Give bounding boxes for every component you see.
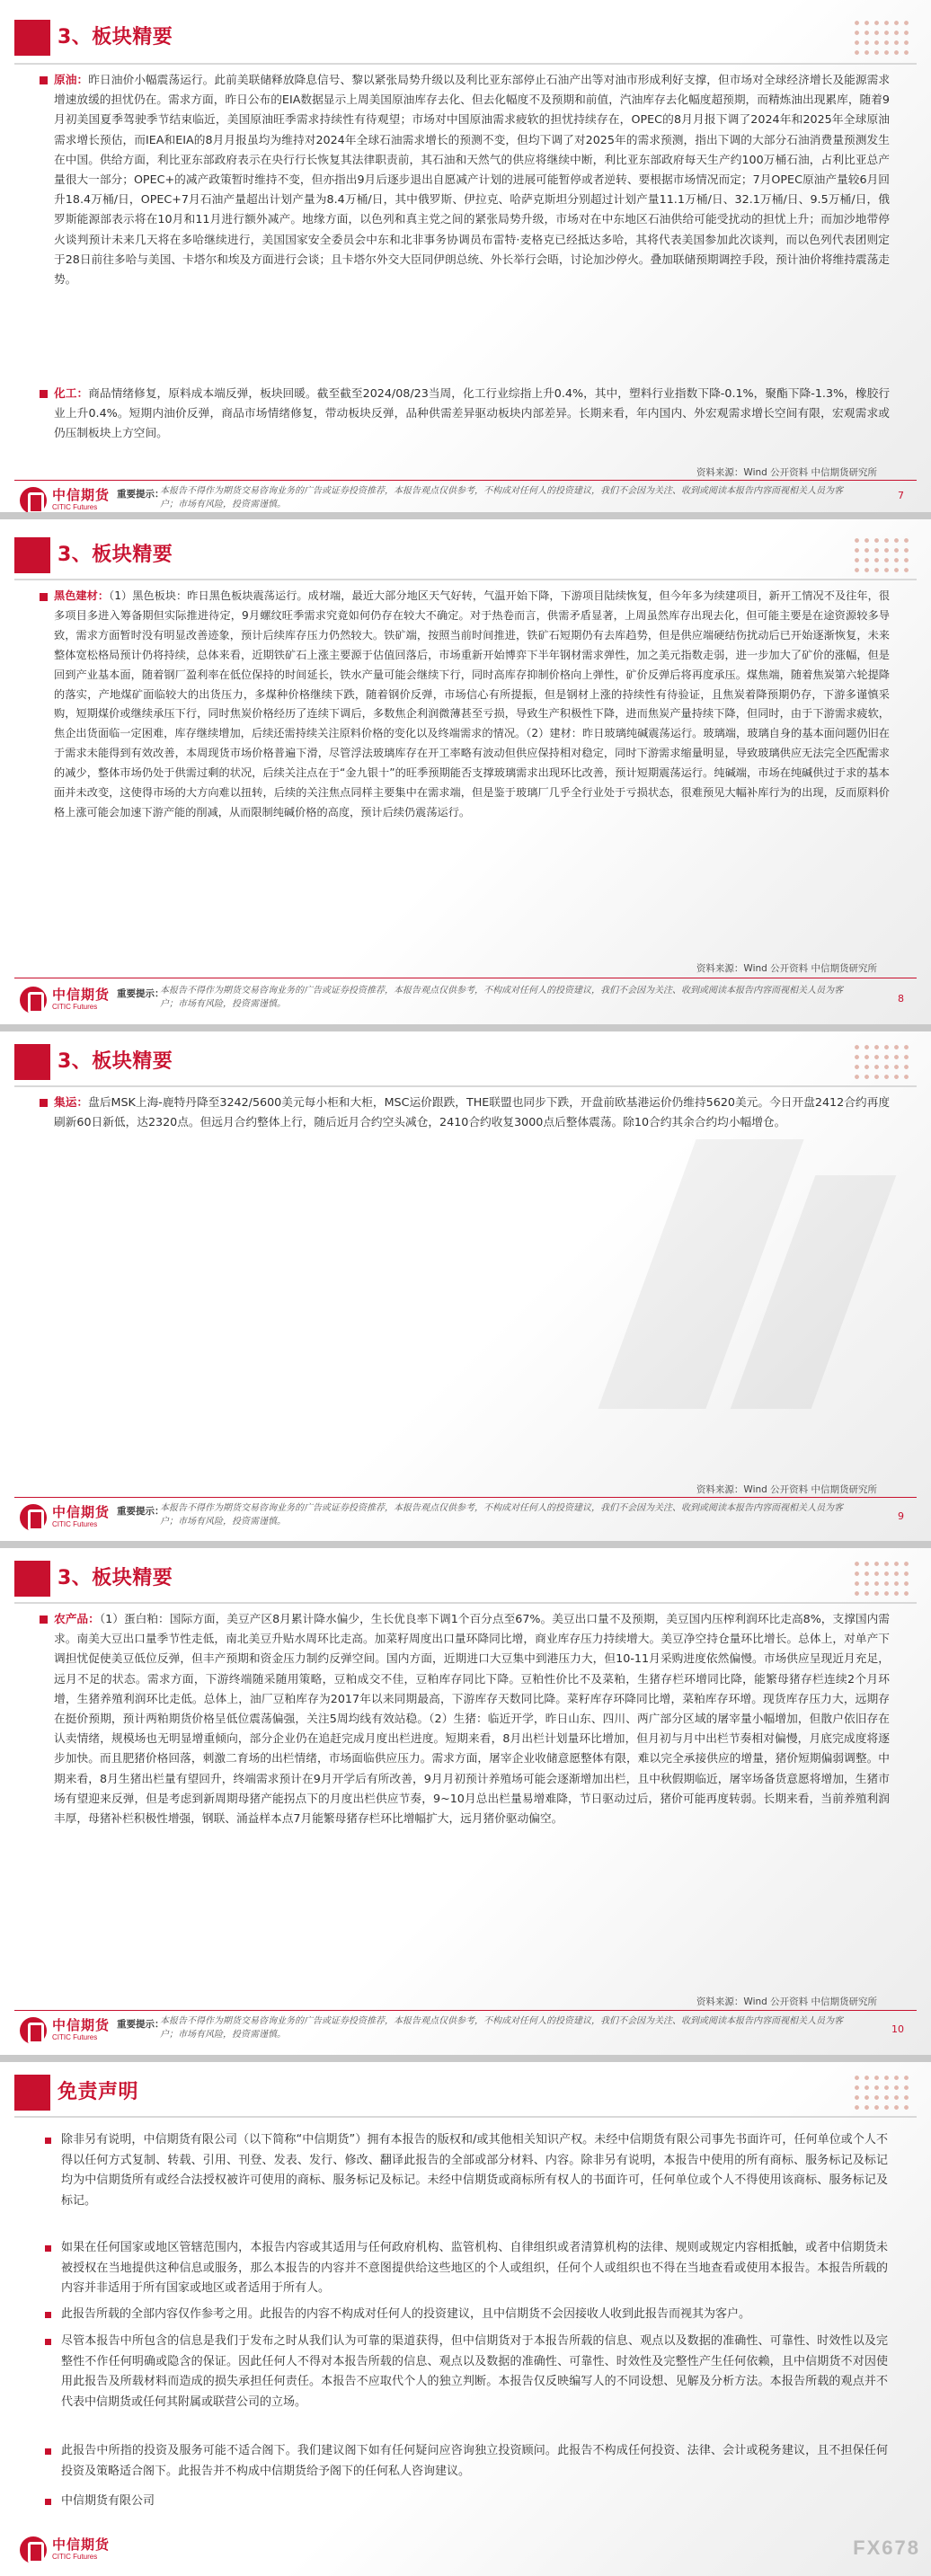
bullet-square-icon [40, 76, 48, 84]
disclaimer-item: 此报告所载的全部内容仅作参考之用。此报告的内容不构成对任何人的投资建议，且中信期货不会因接收人收到此报告而视其为客户。 [61, 2305, 888, 2325]
disclaimer-title: 免责声明 [58, 2081, 139, 2103]
report-page-9 [0, 1031, 931, 1541]
citic-futures-logo [20, 1502, 110, 1535]
citic-futures-logo [20, 2015, 110, 2048]
disclaimer-page [0, 2062, 931, 2576]
logo-en: CITIC Futures [52, 2553, 98, 2561]
bullet-square-icon [40, 1099, 48, 1107]
bullet-square-icon [45, 2448, 51, 2455]
title-accent-square [14, 20, 50, 56]
disclaimer-item: 除非另有说明，中信期货有限公司（以下简称“中信期货”）拥有本报告的版权和/或其他相关知识产权。未经中信期货有限公司事先书面许可，任何单位或个人不得以任何方式复制、转载、引用、刊登、发表、发行、修改、翻译此报告的全部或部分材料、内容。除非另有说明，本报告中使用的所有商标、服务标记及标记均为中信期货所有或经合法授权被许可使用的商标、服务标记及标记。未经中信期货或商标所有权人的书面许可，任何单位或个人不得使用该商标、服务标记及标记。 [61, 2130, 888, 2211]
page-number: 10 [891, 2023, 904, 2035]
disclaimer-item: 此报告中所指的投资及服务可能不适合阁下。我们建议阁下如有任何疑问应咨询独立投资顾问。此报告不构成任何投资、法律、会计或税务建议，且不担保任何投资及策略适合阁下。此报告并不构成中信期货给予阁下的任何私人咨询建议。 [61, 2441, 888, 2482]
logo-mark-icon [20, 2536, 47, 2563]
crude-oil-paragraph [54, 70, 890, 289]
source-note: 资料来源：Wind 公开资料 中信期货研究所 [696, 467, 877, 478]
bullet-square-icon [45, 2138, 51, 2144]
report-page-7 [0, 0, 931, 512]
title-divider [14, 1602, 917, 1604]
title-accent-square [14, 2075, 50, 2111]
citic-futures-logo [20, 485, 110, 512]
logo-cn: 中信期货 [52, 2017, 111, 2033]
title-accent-square [14, 1561, 50, 1597]
bullet-square-icon [45, 2339, 51, 2345]
dot-grid-decoration [852, 2073, 913, 2111]
disclaimer-item: 尽管本报告中所包含的信息是我们于发布之时从我们认为可靠的渠道获得，但中信期货对于本报告所载的信息、观点以及数据的准确性、可靠性、时效性以及完整性不作任何明确或隐含的保证。因此任何人不得对本报告所载的信息、观点以及数据的准确性、可靠性、时效性及完整性产生任何依赖，且中信期货不对因使用此报告及所载材料而造成的损失承担任何责任。本报告不应取代个人的独立判断。本报告仅反映编写人的不同设想、见解及分析方法。本报告所载的观点并不代表中信期货或任何其附属或联营公司的立场。 [61, 2332, 888, 2412]
paragraph-text: （1）黑色板块：昨日黑色板块震荡运行。成材端，最近大部分地区天气好转，气温开始下降，下游项目陆续恢复，但今年多为续建项目，新开工情况不及往年，很多项目多进入筹备期但实际推进待定，9月螺纹旺季需求究竟如何仍存在较大不确定。对于热卷而言，供需矛盾显著，上周虽然库存出现去化，但可能主要是在途资源较多导致，需求方面暂时没有明显改善迹象，预计后续库存压力仍然较大。铁矿端，按照当前时间推进，铁矿石短期仍有去库趋势，但是供应端硬结伤扰动后已开始逐渐恢复，未来整体宽松格局预计仍将持续，总体来看，近期铁矿石上涨主要源于估值回落后，市场重新开始博弈下半年钢材需求弹性，加之美元指数走弱，进一步加大了矿价的涨幅，但是回到产业基本面，随着钢厂盈利率在低位保持的时间延长，铁水产量可能会继续下行，同时高库存抑制价格向上弹性，矿价反弹后将再度承压。煤焦端，随着焦炭第六轮提降的落实，产地煤矿面临较大的出货压力，多煤种价格继续下跌，随着钢价反弹，市场信心有所提振，但是钢材上涨的持续性有待验证，且焦炭着降预期仍存，下游多谨慎采购，短期煤价或继续承压下行，同时焦炭价格经历了连续下调后，多数焦企利润微薄甚至亏损，导致生产积极性下降，进而焦炭产量持续下降，但同时，由于下游需求疲软，焦企出货面临一定困难，库存继续增加，后续还需持续关注原料价格的变化以及终端需求的情况。（2）建材：昨日玻璃纯碱震荡运行。玻璃端，玻璃自身的基本面问题仍旧在于需求未能得到有效改善，本周现货市场价格普遍下滑，尽管浮法玻璃库存在开工率略有波动但供应保持相对稳定，同时下游需求缩量明显，导致玻璃供应无法完全匹配需求的减少，整体市场仍处于供需过剩的状况，后续关注点在于“金九银十”的旺季预期能否支撑玻璃需求出现环比改善，预计短期震荡运行。纯碱端，市场在纯碱供过于求的基本面并未改变，这使得市场的大方向难以扭转，后续的关注焦点同样主要集中在需求端，但是鉴于玻璃厂几乎全行业处于亏损状态，很难预见大幅补库行为的出现，反而原料价格上涨可能会加速下游产能的削减，从而限制纯碱价格的高度，预计后续仍震荡运行。 [54, 589, 890, 819]
footer-divider [14, 2010, 917, 2011]
bullet-square-icon [40, 1616, 48, 1624]
logo-en: CITIC Futures [52, 503, 98, 511]
logo-mark-icon [20, 987, 47, 1014]
logo-en: CITIC Futures [52, 2033, 98, 2041]
dot-grid-decoration [852, 18, 913, 56]
notice-text: 本报告不得作为期货交易咨询业务的广告或证券投资推荐，本报告观点仅供参考，不构成对任何人的投资建议，我们不会因为关注、收到或阅读本报告内容而视相关人员为客户；市场有风险，投资需谨慎。 [160, 486, 843, 509]
notice-text: 本报告不得作为期货交易咨询业务的广告或证券投资推荐，本报告观点仅供参考，不构成对任何人的投资建议，我们不会因为关注、收到或阅读本报告内容而视相关人员为客户；市场有风险，投资需谨慎。 [160, 986, 843, 1009]
page-gap [0, 1541, 931, 1548]
report-page-8 [0, 519, 931, 1024]
container-shipping-paragraph [54, 1093, 890, 1132]
paragraph-lead: 化工： [54, 386, 89, 400]
paragraph-text: （1）蛋白粕：国际方面，美豆产区8月累计降水偏少，生长优良率下调1个百分点至67%。美豆出口量不及预期，美豆国内压榨利润环比走高8%，支撑国内需求。南美大豆出口量季节性走低，南北美豆升贴水周环比走高。加菜籽周度出口量环降同比增，商业库存压力持续增大。美豆净空持仓量环比增长。总体上，对单产下调担忧促使美豆低位反弹，但丰产预期和资金压力制约反弹空间。国内方面，近期进口大豆集中到港压力大，但10-11月采购进度依然偏慢。市场供应呈现近月充足，远月不足的状态。需求方面，下游终端随采随用策略，豆粕成交不佳，豆粕库存同比下降。豆粕性价比不及菜粕，生猪存栏环增同比降，能繁母猪存栏连续2个月环增，生猪养殖利润环比走低。总体上，油厂豆粕库存为2017年以来同期最高，下游库存天数同比降。菜籽库存环降同比增，菜粕库存环增。现货库存压力大，远期存在挺价预期，预计两粕期货价格呈低位震荡偏强，关注5周均线有效站稳。（2）生猪：临近开学，昨日山东、四川、两广部分区域的屠宰量小幅增加，但散户依旧存在认卖情绪，规模场也无明显增重倾向，部分企业仍在追赶完成月度出栏进度。短期来看，8月出栏计划量环比增加，但月初与月中出栏节奏相对偏慢，月底完成度将逐步加快。而且肥猪价格回落，刺激二育场的出栏情绪，市场面临供应压力。需求方面，屠宰企业收储意愿整体有限，难以完全承接供应的增量，猪价短期偏弱调整。中期来看，8月生猪出栏量有望回升，终端需求预计在9月开学后有所改善，9月月初预计养殖场可能会逐渐增加出栏，且中秋假期临近，屠宰场备货意愿将增加，生猪市场有望迎来反弹，但是考虑到新周期母猪产能拐点下的月度出栏供应节奏，9~10月总出栏量易增难降，节日驱动过后，猪价可能再度转弱。长期来看，当前养殖利润丰厚，母猪补栏积极性增强，钢联、涌益样本点7月能繁母猪存栏环比增幅扩大，远月猪价驱动偏空。 [54, 1612, 890, 1826]
notice-text: 本报告不得作为期货交易咨询业务的广告或证券投资推荐，本报告观点仅供参考，不构成对任何人的投资建议，我们不会因为关注、收到或阅读本报告内容而视相关人员为客户；市场有风险，投资需谨慎。 [160, 1503, 843, 1527]
disclaimer-item: 如果在任何国家或地区管辖范围内，本报告内容或其适用与任何政府机构、监管机构、自律组织或者清算机构的法律、规则或规定内容相抵触，或者中信期货未被授权在当地提供这种信息或服务，那么本报告的内容并不意图提供给这些地区的个人或组织，任何个人或组织也不得在当地查看或使用本报告。本报告所载的内容并非适用于所有国家或地区或者适用于所有人。 [61, 2238, 888, 2299]
fx678-watermark-logo: FX678 [853, 2536, 920, 2559]
disclaimer-item: 中信期货有限公司 [61, 2492, 888, 2512]
notice-label: 重要提示： [117, 1506, 164, 1517]
logo-cn: 中信期货 [52, 1504, 111, 1520]
footer-divider [14, 480, 917, 481]
ferrous-building-materials-paragraph [54, 587, 890, 823]
page-number: 8 [898, 993, 904, 1005]
page-gap [0, 1024, 931, 1031]
notice-text: 本报告不得作为期货交易咨询业务的广告或证券投资推荐，本报告观点仅供参考，不构成对任何人的投资建议，我们不会因为关注、收到或阅读本报告内容而视相关人员为客户；市场有风险，投资需谨慎。 [160, 2016, 843, 2040]
report-page-10 [0, 1548, 931, 2055]
page-gap [0, 2055, 931, 2062]
title-divider [14, 579, 917, 580]
section-title: 3、板块精要 [58, 1050, 173, 1073]
bullet-square-icon [45, 2245, 51, 2252]
page-number: 9 [898, 1510, 904, 1522]
source-note: 资料来源：Wind 公开资料 中信期货研究所 [696, 1996, 877, 2007]
section-title: 3、板块精要 [58, 544, 173, 566]
title-divider [14, 2116, 917, 2118]
bullet-square-icon [40, 390, 48, 398]
logo-mark-icon [20, 487, 47, 512]
paragraph-text: 昨日油价小幅震荡运行。此前美联储释放降息信号、黎以紧张局势升级以及利比亚东部停止石油产出等对油市形成利好支撑，但市场对全球经济增长及能源需求增速放缓的担忧仍在。需求方面，昨日公布的EIA数据显示上周美国原油库存去化、但去化幅度不及预期和前值，汽油库存去化幅度超预期，而精炼油出现累库，随着9月初美国夏季驾驶季节结束临近，美国原油旺季需求持续性有待观望；市场对中国原油需求疲软的担忧持续存在，OPEC的8月月报下调了2024年和2025年全球原油需求增长预估，而IEA和EIA的8月月报虽均为维持对2024年全球石油需求增长的预测不变，但均下调了对2025年的需求预测，指出下调的大部分石油消费量预测发生在中国。供给方面，利比亚东部政府表示在央行行长恢复其法律职责前，其石油和天然气的供应将继续中断，利比亚东部政府每天生产约100万桶石油，占利比亚总产量很大一部分；OPEC+的减产政策暂时维持不变，但亦指出9月后逐步退出自愿减产计划的进展可能暂停或者逆转、要根据市场情况而定；7月OPEC原油产量较6月回升18.4万桶/日，OPEC+7月石油产量超出计划产量为8.4万桶/日，其中俄罗斯、伊拉克、哈萨克斯坦分别超过计划产量11.1万桶/日、32.1万桶/日、9.5万桶/日，俄罗斯能源部表示将在10月和11月进行额外减产。地缘方面，以色列和真主党之间的紧张局势升级，市场对在中东地区石油供给可能受扰动的担忧上升；而加沙地带停火谈判预计未来几天将在多哈继续进行，美国国家安全委员会中东和北非事务协调员布雷特·麦格克已经抵达多哈，其将代表美国参加此次谈判，而以色列代表团则定于28日前往多哈与美国、卡塔尔和埃及方面进行会谈；且卡塔尔外交大臣同伊朗总统、外长举行会晤，讨论加沙停火。叠加联储预期调控手段，预计油价将维持震荡走势。 [54, 73, 891, 287]
logo-en: CITIC Futures [52, 1003, 98, 1011]
logo-cn: 中信期货 [52, 2536, 111, 2553]
logo-en: CITIC Futures [52, 1520, 98, 1528]
notice-label: 重要提示： [117, 489, 164, 500]
dot-grid-decoration [852, 536, 913, 573]
paragraph-text: 盘后MSK上海-鹿特丹降至3242/5600美元每小柜和大柜，MSC运价跟跌，THE联盟也同步下跌，开盘前欧基港运价仍维持5620美元。今日开盘2412合约再度刷新60日新低，达2320点。但远月合约整体上行，随后近月合约空头减仓，2410合约收复3000点后整体震荡。除10合约其余合约均小幅增仓。 [54, 1095, 891, 1129]
bullet-square-icon [45, 2312, 51, 2318]
logo-mark-icon [20, 1504, 47, 1531]
title-accent-square [14, 537, 50, 573]
title-divider [14, 1085, 917, 1087]
source-note: 资料来源：Wind 公开资料 中信期货研究所 [696, 1484, 877, 1495]
paragraph-lead: 集运： [54, 1095, 89, 1109]
title-divider [14, 63, 917, 65]
bullet-square-icon [45, 2499, 51, 2505]
notice-label: 重要提示： [117, 2019, 164, 2030]
citic-futures-logo [20, 985, 110, 1017]
paragraph-text: 商品情绪修复，原料成本端反弹，板块回暖。截至截至2024/08/23当周，化工行业综指上升0.4%，其中，塑料行业指数下降-0.1%，聚酯下降-1.3%，橡胶行业上升0.4%。短期内油价反弹，商品市场情绪修复，带动板块反弹，品种供需差异驱动板块内部差异。长期来看，年内国内、外宏观需求增长空间有限，宏观需求或仍压制板块上方空间。 [54, 386, 891, 440]
notice-label: 重要提示： [117, 988, 164, 999]
logo-cn: 中信期货 [52, 987, 111, 1003]
paragraph-lead: 黑色建材： [54, 589, 110, 602]
chemicals-paragraph [54, 384, 890, 444]
section-title: 3、板块精要 [58, 1567, 173, 1589]
citic-futures-logo [20, 2535, 110, 2567]
source-note: 资料来源：Wind 公开资料 中信期货研究所 [696, 963, 877, 974]
bullet-square-icon [40, 593, 48, 601]
footer-divider [14, 1497, 917, 1498]
dot-grid-decoration [852, 1042, 913, 1080]
page-gap [0, 512, 931, 519]
logo-cn: 中信期货 [52, 487, 111, 503]
paragraph-lead: 原油： [54, 73, 89, 86]
paragraph-lead: 农产品： [54, 1612, 100, 1625]
agricultural-products-paragraph [54, 1609, 890, 1828]
logo-mark-icon [20, 2017, 47, 2044]
title-accent-square [14, 1044, 50, 1080]
page-number: 7 [898, 490, 904, 501]
dot-grid-decoration [852, 1559, 913, 1597]
section-title: 3、板块精要 [58, 26, 173, 49]
